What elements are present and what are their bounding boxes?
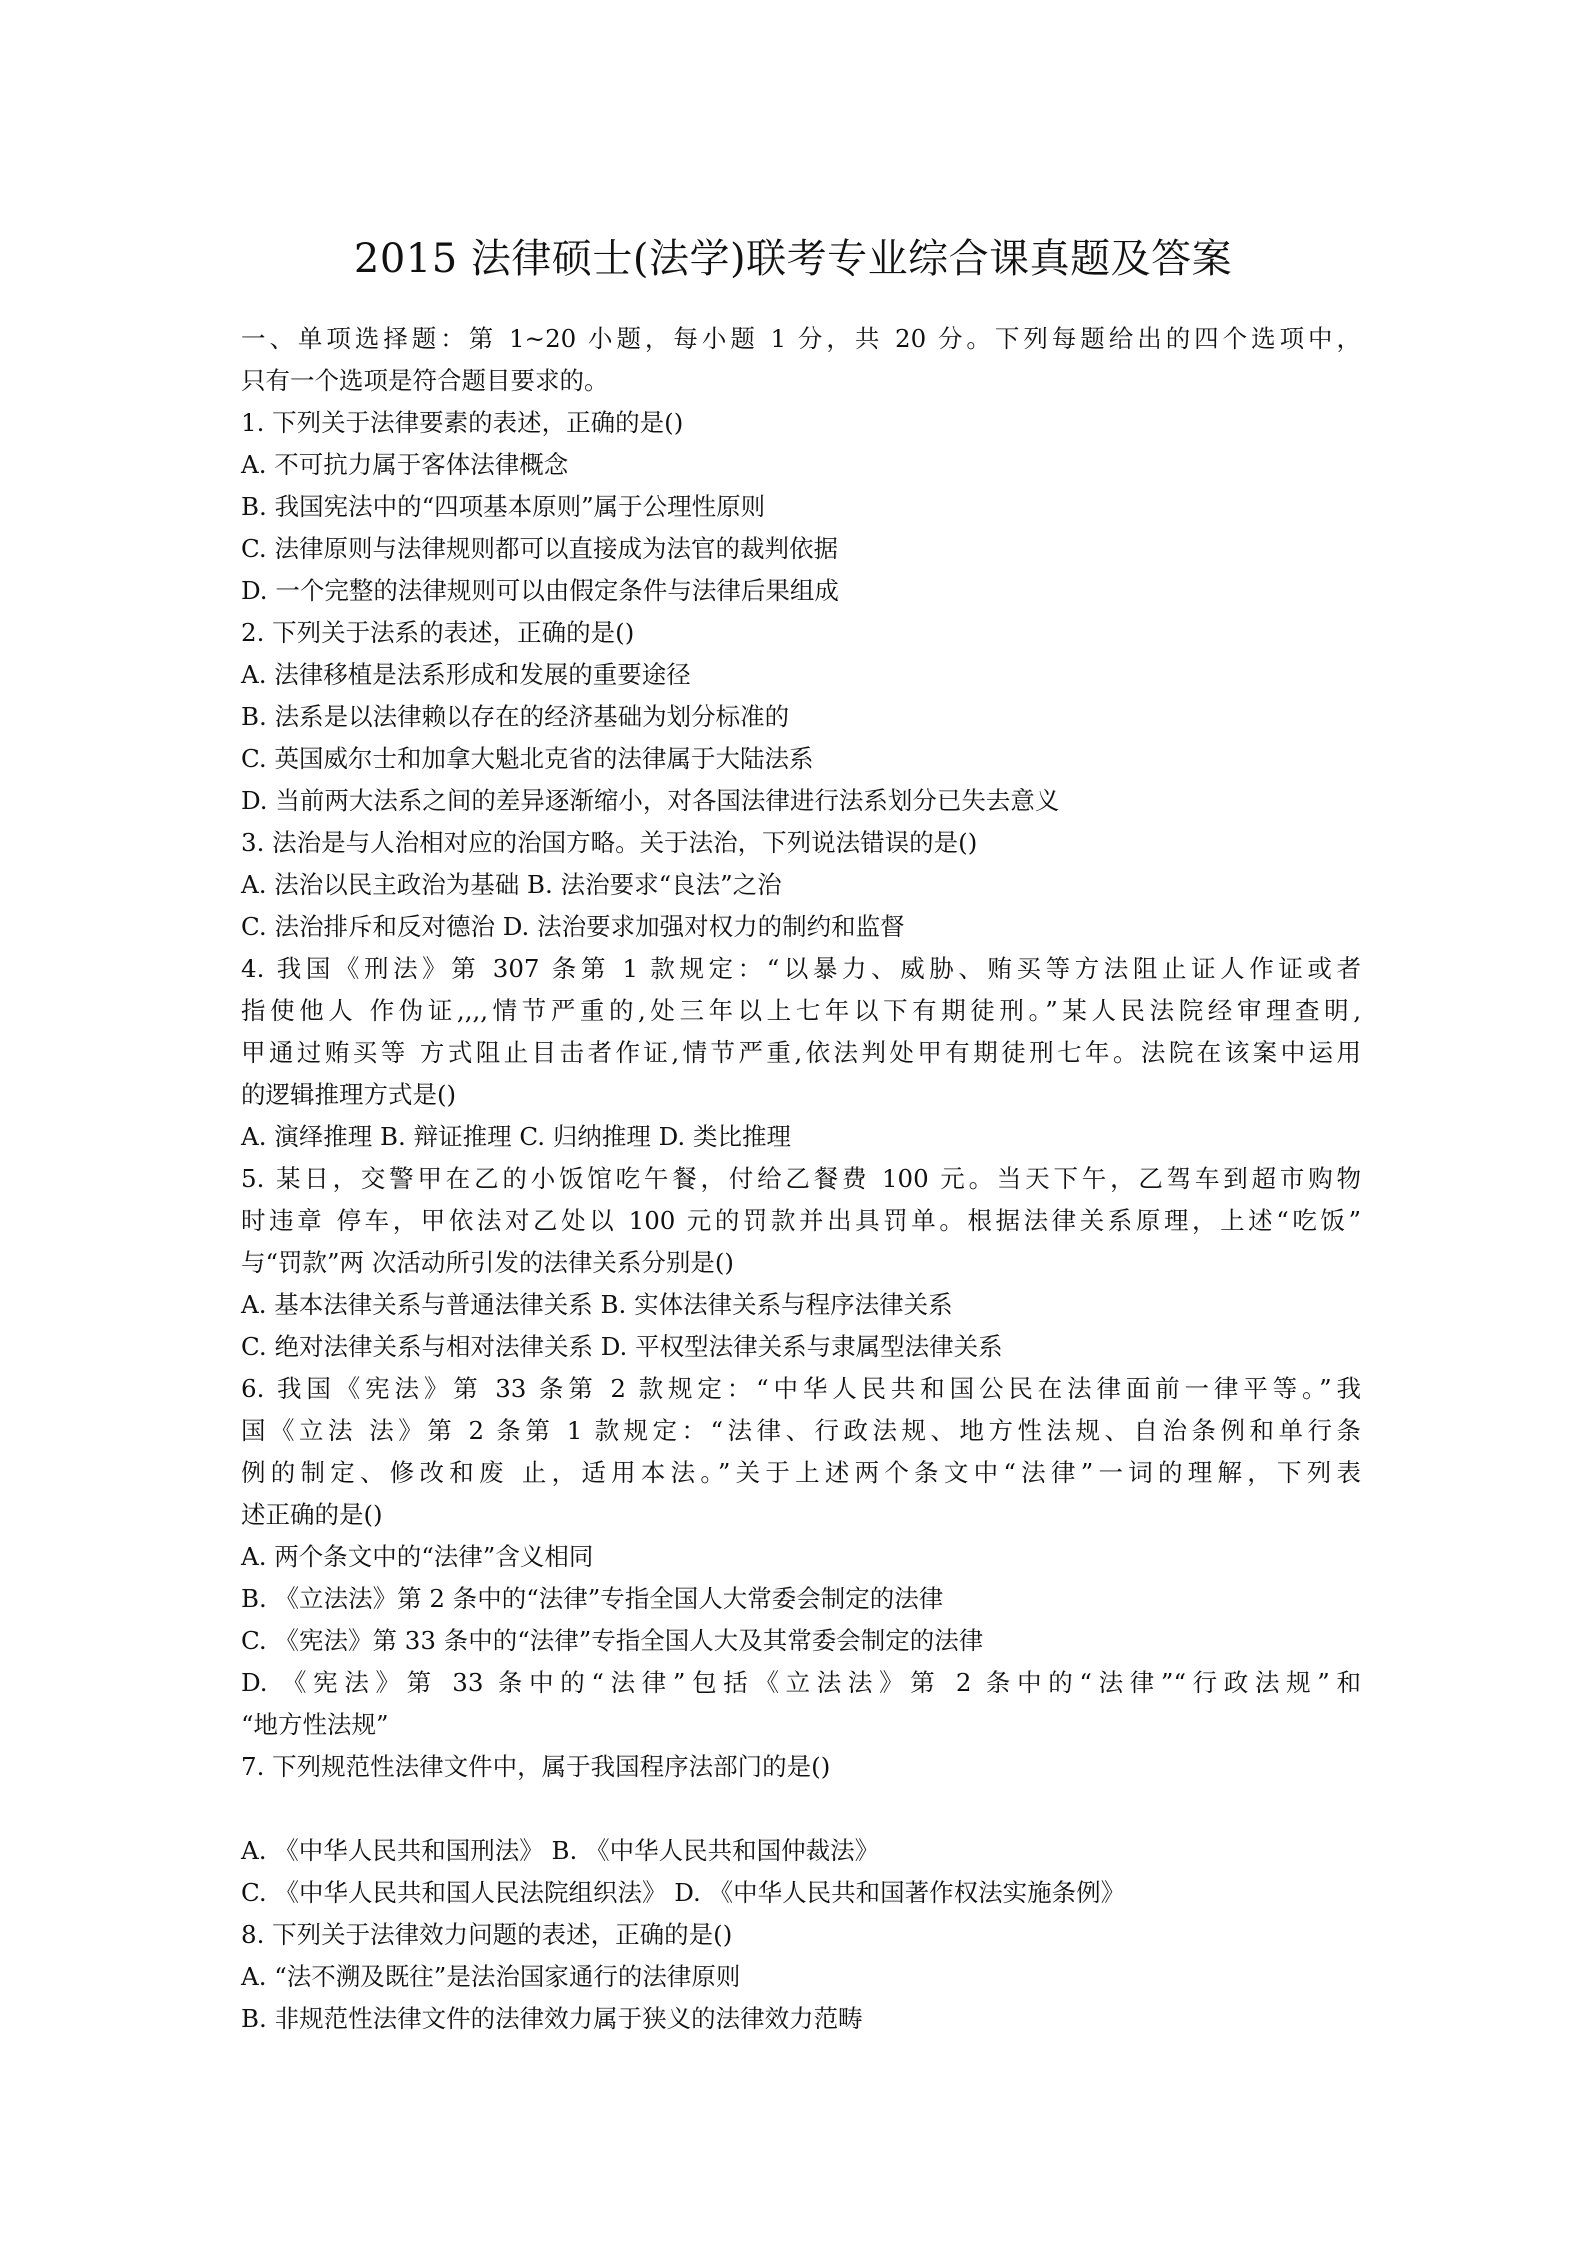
text-line: A. 演绎推理 B. 辩证推理 C. 归纳推理 D. 类比推理 <box>241 1122 792 1151</box>
text-line: D. 一个完整的法律规则可以由假定条件与法律后果组成 <box>241 576 839 605</box>
text-line: 4. 我国《刑法》第 307 条第 1 款规定：“以暴力、威胁、贿买等方法阻止证人作证或者 <box>241 954 1361 983</box>
text-line: A. 法律移植是法系形成和发展的重要途径 <box>241 660 691 689</box>
text-line: 5. 某日，交警甲在乙的小饭馆吃午餐，付给乙餐费 100 元。当天下午，乙驾车到超市购物 <box>241 1164 1361 1193</box>
text-line: 2. 下列关于法系的表述，正确的是() <box>241 618 635 647</box>
text-line: D. 《宪法》第 33 条中的“法律”包括《立法法》第 2 条中的“法律”“行政法规”和 <box>241 1668 1361 1697</box>
document-title: 2015 法律硕士(法学)联考专业综合课真题及答案 <box>353 235 1233 282</box>
text-line: B. 非规范性法律文件的法律效力属于狭义的法律效力范畴 <box>241 2004 863 2033</box>
text-line: 例的制定、修改和废 止，适用本法。”关于上述两个条文中“法律”一词的理解，下列表 <box>241 1458 1361 1487</box>
text-line: 述正确的是() <box>241 1500 383 1529</box>
text-line: 1. 下列关于法律要素的表述，正确的是() <box>241 408 684 437</box>
text-line: 指使他人 作伪证,,,,情节严重的,处三年以上七年以下有期徒刑。”某人民法院经审理查明, <box>241 996 1361 1025</box>
text-line: A. 两个条文中的“法律”含义相同 <box>241 1542 594 1571</box>
text-line: 3. 法治是与人治相对应的治国方略。关于法治，下列说法错误的是() <box>241 828 978 857</box>
text-line: 7. 下列规范性法律文件中，属于我国程序法部门的是() <box>241 1752 831 1781</box>
text-line: 只有一个选项是符合题目要求的。 <box>241 366 609 395</box>
blank-line <box>241 1788 1361 1830</box>
text-line: A. 不可抗力属于客体法律概念 <box>241 450 569 479</box>
text-line: B. 《立法法》第 2 条中的“法律”专指全国人大常委会制定的法律 <box>241 1584 944 1613</box>
text-line: B. 我国宪法中的“四项基本原则”属于公理性原则 <box>241 492 766 521</box>
text-line: C. 英国威尔士和加拿大魁北克省的法律属于大陆法系 <box>241 744 814 773</box>
text-line: 的逻辑推理方式是() <box>241 1080 457 1109</box>
text-line: 与“罚款”两 次活动所引发的法律关系分别是() <box>241 1248 734 1277</box>
text-line: A. 《中华人民共和国刑法》 B. 《中华人民共和国仲裁法》 <box>241 1836 880 1865</box>
text-line: A. “法不溯及既往”是法治国家通行的法律原则 <box>241 1962 741 1991</box>
text-line: 时违章 停车，甲依法对乙处以 100 元的罚款并出具罚单。根据法律关系原理，上述“吃饭” <box>241 1206 1361 1235</box>
text-line: C. 绝对法律关系与相对法律关系 D. 平权型法律关系与隶属型法律关系 <box>241 1332 1003 1361</box>
text-line: 6. 我国《宪法》第 33 条第 2 款规定：“中华人民共和国公民在法律面前一律平等。”我 <box>241 1374 1361 1403</box>
text-line: 甲通过贿买等 方式阻止目击者作证,情节严重,依法判处甲有期徒刑七年。法院在该案中运用 <box>241 1038 1361 1067</box>
text-line: C. 《中华人民共和国人民法院组织法》 D. 《中华人民共和国著作权法实施条例》 <box>241 1878 1126 1907</box>
text-line: C. 法治排斥和反对德治 D. 法治要求加强对权力的制约和监督 <box>241 912 905 941</box>
text-line: “地方性法规” <box>241 1710 389 1739</box>
text-line: 国《立法 法》第 2 条第 1 款规定：“法律、行政法规、地方性法规、自治条例和单行条 <box>241 1416 1361 1445</box>
text-line: 8. 下列关于法律效力问题的表述，正确的是() <box>241 1920 733 1949</box>
text-line: B. 法系是以法律赖以存在的经济基础为划分标准的 <box>241 702 790 731</box>
text-line: A. 基本法律关系与普通法律关系 B. 实体法律关系与程序法律关系 <box>241 1290 953 1319</box>
text-line: C. 《宪法》第 33 条中的“法律”专指全国人大及其常委会制定的法律 <box>241 1626 984 1655</box>
text-line: C. 法律原则与法律规则都可以直接成为法官的裁判依据 <box>241 534 838 563</box>
document-body <box>241 318 1361 2040</box>
text-line: D. 当前两大法系之间的差异逐渐缩小，对各国法律进行法系划分已失去意义 <box>241 786 1060 815</box>
text-line: A. 法治以民主政治为基础 B. 法治要求“良法”之治 <box>241 870 782 899</box>
text-line: 一、单项选择题：第 1~20 小题，每小题 1 分，共 20 分。下列每题给出的四个选项中， <box>241 324 1361 353</box>
